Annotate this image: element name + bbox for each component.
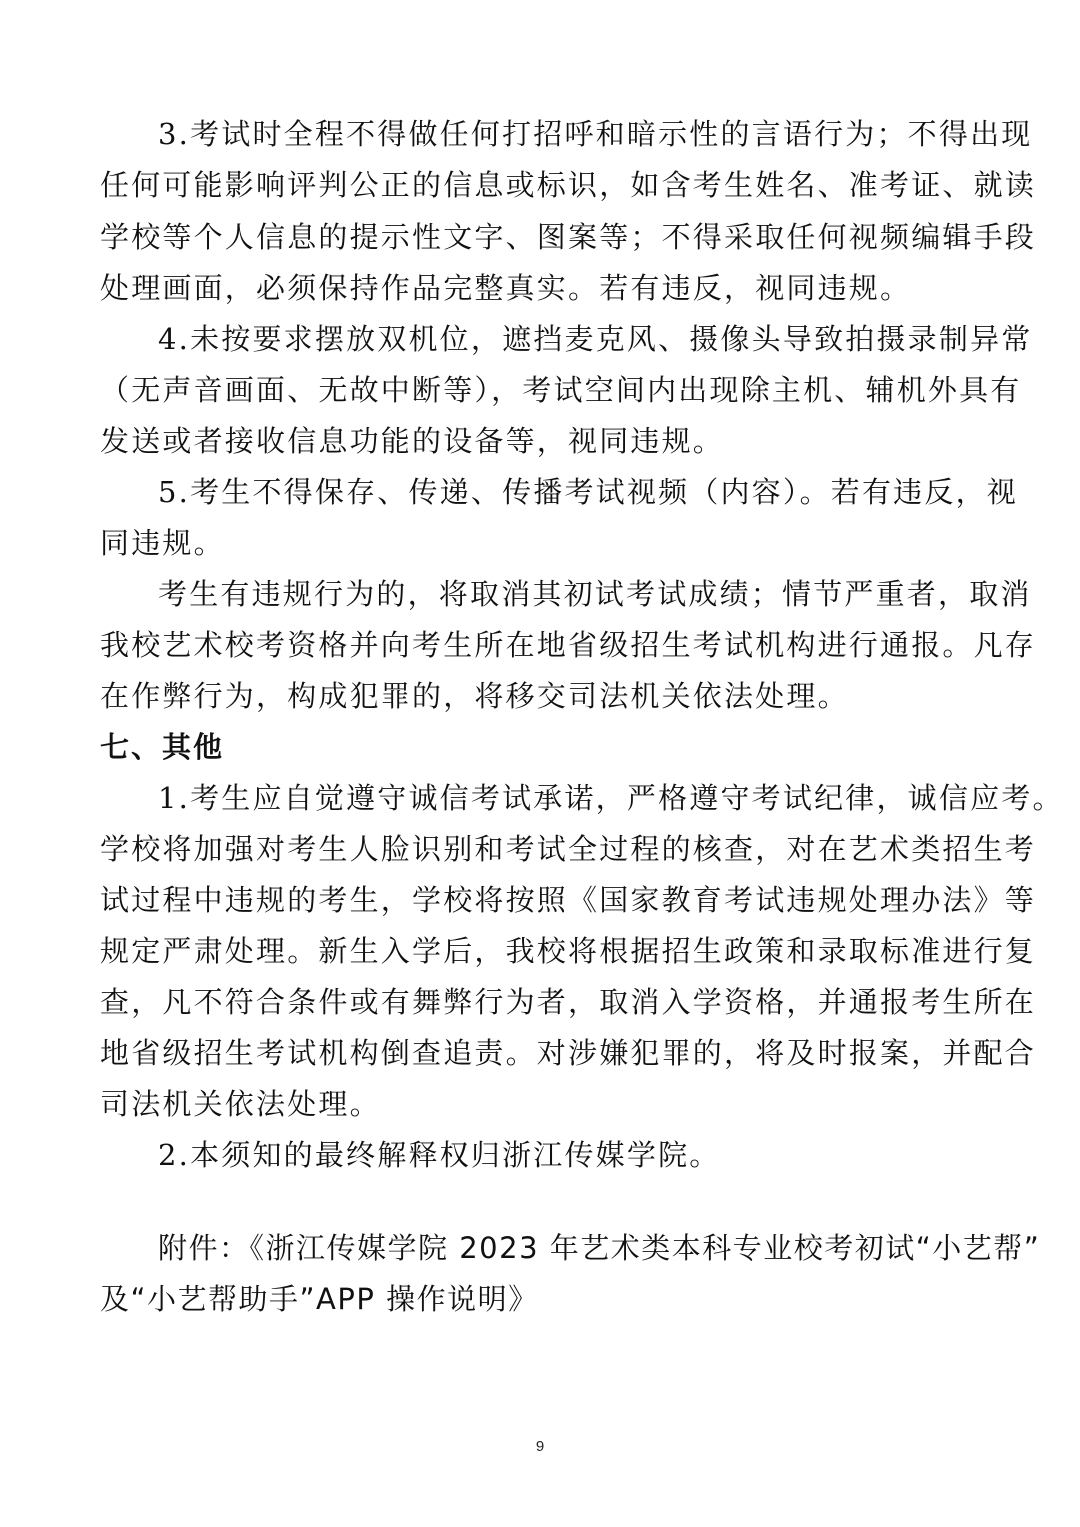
other-2-line-1: 2.本须知的最终解释权归浙江传媒学院。 — [158, 1138, 721, 1172]
rule-5-line-2: 同违规。 — [100, 526, 225, 560]
attachment-line-2: 及“小艺帮助手”APP 操作说明》 — [100, 1282, 539, 1316]
rule-4-line-1: 4.未按要求摆放双机位，遮挡麦克风、摄像头导致拍摄录制异常 — [158, 322, 1033, 356]
rule-3-line-2: 任何可能影响评判公正的信息或标识，如含考生姓名、准考证、就读 — [100, 168, 1037, 202]
other-1-line-3: 试过程中违规的考生，学校将按照《国家教育考试违规处理办法》等 — [100, 883, 1037, 917]
rule-4-line-2: （无声音画面、无故中断等），考试空间内出现除主机、辅机外具有 — [100, 373, 1022, 407]
penalty-line-3: 在作弊行为，构成犯罪的，将移交司法机关依法处理。 — [100, 679, 849, 713]
rule-5-line-1: 5.考生不得保存、传递、传播考试视频（内容）。若有违反，视 — [158, 475, 1018, 509]
section-heading-other: 七、其他 — [100, 730, 225, 764]
other-1-line-5: 查，凡不符合条件或有舞弊行为者，取消入学资格，并通报考生所在 — [100, 985, 1037, 1019]
page-number: 9 — [535, 1438, 545, 1455]
other-1-line-1: 1.考生应自觉遵守诚信考试承诺，严格遵守考试纪律，诚信应考。 — [158, 781, 1064, 815]
penalty-line-1: 考生有违规行为的，将取消其初试考试成绩；情节严重者，取消 — [158, 577, 1032, 611]
penalty-line-2: 我校艺术校考资格并向考生所在地省级招生考试机构进行通报。凡存 — [100, 628, 1037, 662]
other-1-line-2: 学校将加强对考生人脸识别和考试全过程的核查，对在艺术类招生考 — [100, 832, 1037, 866]
rule-3-line-4: 处理画面，必须保持作品完整真实。若有违反，视同违规。 — [100, 271, 912, 305]
attachment-line-1: 附件：《浙江传媒学院 2023 年艺术类本科专业校考初试“小艺帮” — [158, 1231, 1041, 1265]
other-1-line-7: 司法机关依法处理。 — [100, 1087, 381, 1121]
rule-3-line-3: 学校等个人信息的提示性文字、图案等；不得采取任何视频编辑手段 — [100, 220, 1037, 254]
rule-4-line-3: 发送或者接收信息功能的设备等，视同违规。 — [100, 424, 725, 458]
other-1-line-4: 规定严肃处理。新生入学后，我校将根据招生政策和录取标准进行复 — [100, 934, 1037, 968]
other-1-line-6: 地省级招生考试机构倒查追责。对涉嫌犯罪的，将及时报案，并配合 — [100, 1036, 1037, 1070]
rule-3-line-1: 3.考试时全程不得做任何打招呼和暗示性的言语行为；不得出现 — [158, 117, 1033, 151]
